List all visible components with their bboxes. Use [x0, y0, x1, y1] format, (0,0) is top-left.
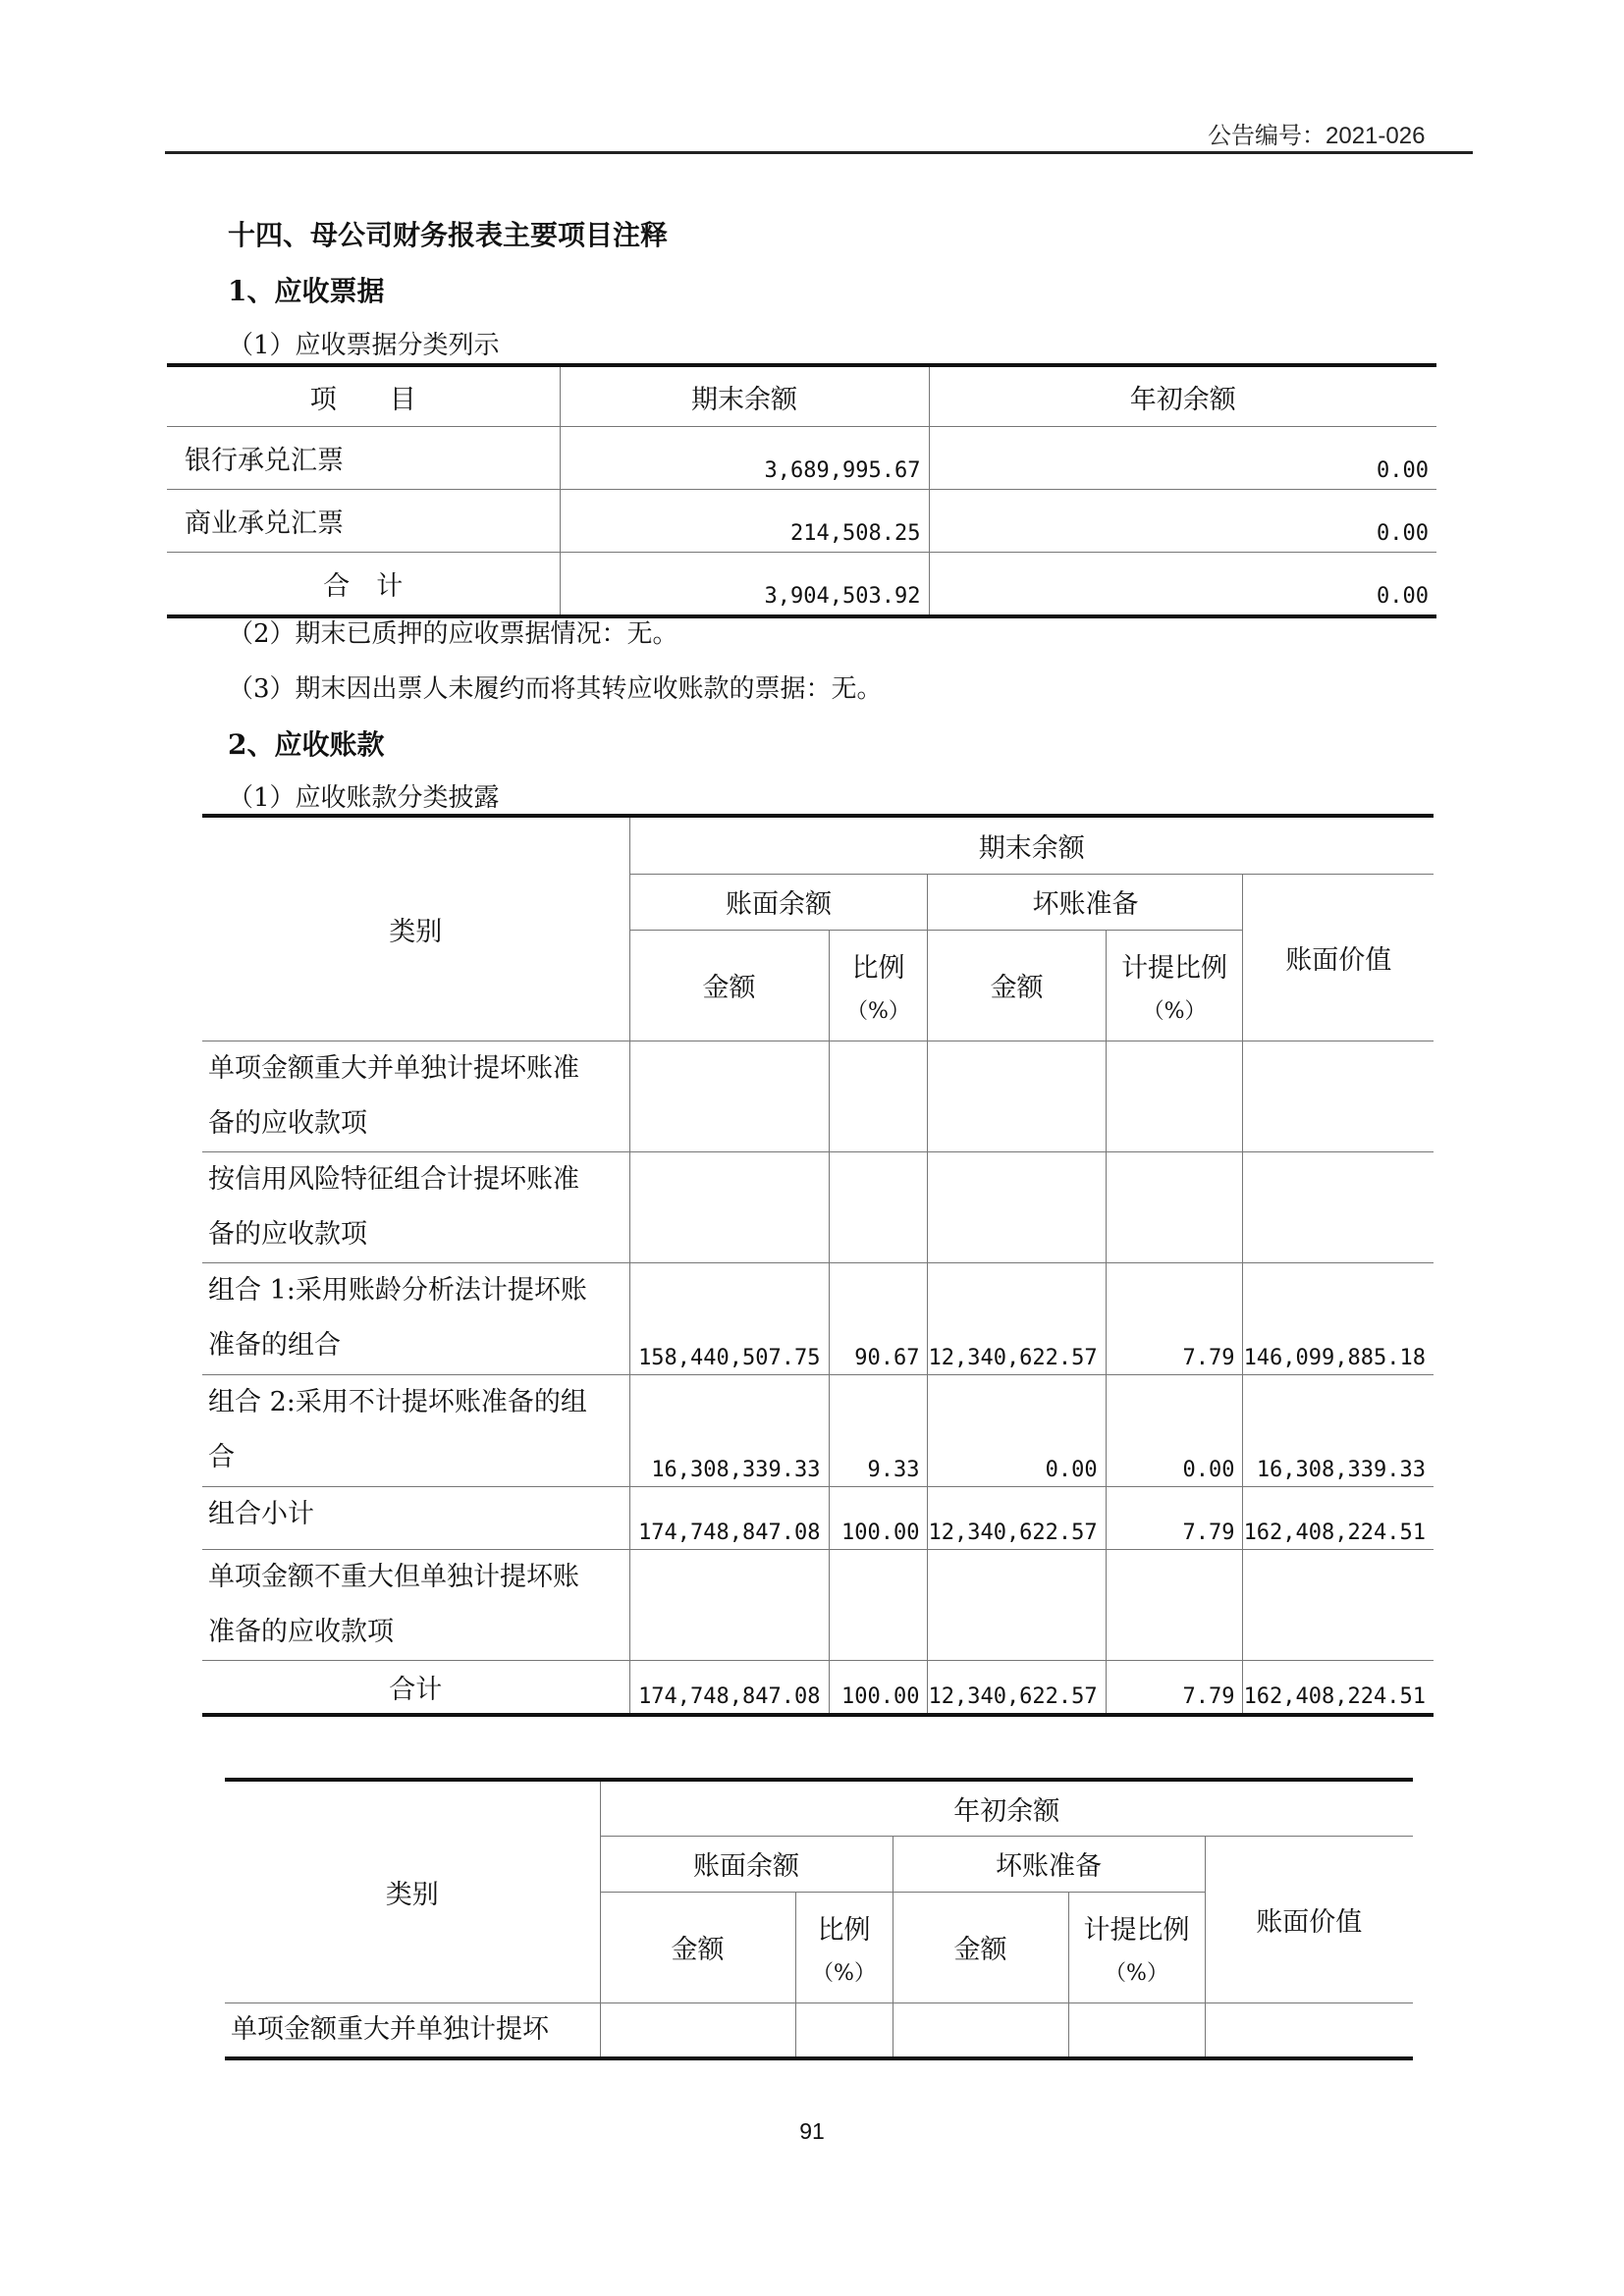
- category-line: 准备的组合: [208, 1329, 341, 1361]
- bad-debt-value: 12,340,622.57: [928, 1660, 1106, 1715]
- section-title: 十四、母公司财务报表主要项目注释: [228, 219, 669, 251]
- balance-value: [629, 1549, 829, 1660]
- ratio-value: 100.00: [829, 1486, 928, 1549]
- category-line: 组合 2:采用不计提坏账准备的组: [208, 1386, 587, 1417]
- book-value: 16,308,339.33: [1243, 1374, 1434, 1486]
- table-row: [167, 490, 1436, 553]
- provision-ratio-value: [1106, 1041, 1243, 1151]
- category-line: 单项金额重大并单独计提坏账准: [208, 1052, 579, 1084]
- category-header: 类别: [202, 816, 629, 1041]
- table-row-subtotal: [202, 1486, 1434, 1549]
- book-value: [1243, 1041, 1434, 1151]
- bad-debt-value: [928, 1041, 1106, 1151]
- note-transferred: （3）期末因出票人未履约而将其转应收账款的票据：无。: [228, 674, 883, 704]
- provision-ratio-header: [1068, 1892, 1205, 2002]
- end-value: 214,508.25: [560, 490, 929, 553]
- balance-value: 174,748,847.08: [629, 1660, 829, 1715]
- header-rule: [165, 151, 1473, 154]
- empty-cell: [1205, 2002, 1413, 2058]
- pct-unit: （%）: [812, 1960, 876, 1986]
- end-value: 3,689,995.67: [560, 427, 929, 490]
- book-balance-header: 账面余额: [600, 1836, 893, 1892]
- provision-ratio-header: [1106, 930, 1243, 1041]
- provision-ratio-value: 7.79: [1106, 1262, 1243, 1374]
- book-value: 146,099,885.18: [1243, 1262, 1434, 1374]
- category-line: 准备的应收款项: [208, 1616, 394, 1647]
- table-row: [167, 427, 1436, 490]
- col-end-balance: 期末余额: [560, 365, 929, 427]
- ratio-header: [829, 930, 928, 1041]
- category-line: 按信用风险特征组合计提坏账准: [208, 1163, 579, 1195]
- ar-begin-balance-table: [225, 1778, 1413, 2060]
- balance-value: 158,440,507.75: [629, 1262, 829, 1374]
- balance-value: 16,308,339.33: [629, 1374, 829, 1486]
- category-line: 备的应收款项: [208, 1107, 367, 1139]
- begin-value: 0.00: [929, 427, 1436, 490]
- bad-debt-value: 12,340,622.57: [928, 1486, 1106, 1549]
- bad-debt-header: 坏账准备: [928, 874, 1243, 930]
- category-line: 合: [208, 1441, 235, 1472]
- bad-debt-header: 坏账准备: [893, 1836, 1205, 1892]
- begin-balance-header: 年初余额: [600, 1780, 1413, 1836]
- category-line: 备的应收款项: [208, 1218, 367, 1250]
- provision-ratio-value: [1106, 1151, 1243, 1262]
- amount-header: 金额: [600, 1892, 795, 2002]
- bad-debt-amount-header: 金额: [893, 1892, 1068, 2002]
- pct-unit: （%）: [1105, 1960, 1168, 1986]
- end-balance-header: 期末余额: [629, 816, 1434, 874]
- book-balance-header: 账面余额: [629, 874, 928, 930]
- col-item: 项 目: [167, 365, 560, 427]
- table-row: [225, 2002, 1413, 2058]
- ratio-label: 比例: [851, 952, 905, 984]
- category-label: 组合小计: [202, 1486, 629, 1549]
- ratio-value: [829, 1151, 928, 1262]
- ratio-value: 90.67: [829, 1262, 928, 1374]
- category-label: [202, 1549, 629, 1660]
- category-line: 单项金额不重大但单独计提坏账: [208, 1561, 579, 1592]
- ar-end-balance-table: [202, 814, 1434, 1717]
- book-value-header: 账面价值: [1205, 1836, 1413, 2002]
- subheading-notes-classification: （1）应收票据分类列示: [228, 331, 500, 360]
- begin-value: 0.00: [929, 553, 1436, 617]
- table-row: [202, 1262, 1434, 1374]
- empty-cell: [600, 2002, 795, 2058]
- balance-value: [629, 1151, 829, 1262]
- ratio-header: [795, 1892, 893, 2002]
- provision-ratio-value: 0.00: [1106, 1374, 1243, 1486]
- ratio-value: 9.33: [829, 1374, 928, 1486]
- heading-accounts-receivable: 2、应收账款: [228, 728, 385, 761]
- table-row-total: [202, 1660, 1434, 1715]
- row-label: 银行承兑汇票: [167, 427, 560, 490]
- row-label: 合 计: [167, 553, 560, 617]
- notice-code: 公告编号：2021-026: [1208, 123, 1426, 149]
- category-label: 单项金额重大并单独计提坏: [225, 2002, 600, 2058]
- book-value: [1243, 1151, 1434, 1262]
- heading-notes-receivable: 1、应收票据: [228, 275, 385, 307]
- category-line: 组合 1:采用账龄分析法计提坏账: [208, 1274, 587, 1306]
- ratio-value: [829, 1549, 928, 1660]
- page-number: 91: [799, 2118, 825, 2144]
- bad-debt-value: 12,340,622.57: [928, 1262, 1106, 1374]
- category-header: 类别: [225, 1780, 600, 2002]
- bad-debt-amount-header: 金额: [928, 930, 1106, 1041]
- book-value-header: 账面价值: [1243, 874, 1434, 1041]
- table-header-row: [167, 365, 1436, 427]
- begin-value: 0.00: [929, 490, 1436, 553]
- table-row: [202, 1549, 1434, 1660]
- table-row-total: [167, 553, 1436, 617]
- subheading-ar-classification: （1）应收账款分类披露: [228, 783, 500, 813]
- balance-value: 174,748,847.08: [629, 1486, 829, 1549]
- category-label: [202, 1374, 629, 1486]
- category-label: 合计: [202, 1660, 629, 1715]
- ratio-value: 100.00: [829, 1660, 928, 1715]
- empty-cell: [1068, 2002, 1205, 2058]
- ratio-value: [829, 1041, 928, 1151]
- bad-debt-value: [928, 1151, 1106, 1262]
- provision-ratio-value: 7.79: [1106, 1486, 1243, 1549]
- category-label: [202, 1262, 629, 1374]
- pct-unit: （%）: [846, 998, 910, 1024]
- provision-ratio-label: 计提比例: [1121, 952, 1228, 984]
- balance-value: [629, 1041, 829, 1151]
- book-value: 162,408,224.51: [1243, 1660, 1434, 1715]
- end-value: 3,904,503.92: [560, 553, 929, 617]
- ratio-label: 比例: [817, 1914, 871, 1946]
- pct-unit: （%）: [1142, 998, 1207, 1024]
- col-begin-balance: 年初余额: [929, 365, 1436, 427]
- provision-ratio-value: 7.79: [1106, 1660, 1243, 1715]
- category-label: [202, 1151, 629, 1262]
- bad-debt-value: 0.00: [928, 1374, 1106, 1486]
- note-pledged: （2）期末已质押的应收票据情况：无。: [228, 619, 678, 649]
- table-row: [202, 1041, 1434, 1151]
- row-label: 商业承兑汇票: [167, 490, 560, 553]
- amount-header: 金额: [629, 930, 829, 1041]
- category-label: [202, 1041, 629, 1151]
- provision-ratio-value: [1106, 1549, 1243, 1660]
- table-row: [202, 1374, 1434, 1486]
- table-row: [202, 1151, 1434, 1262]
- provision-ratio-label: 计提比例: [1083, 1914, 1190, 1946]
- book-value: 162,408,224.51: [1243, 1486, 1434, 1549]
- empty-cell: [893, 2002, 1068, 2058]
- bad-debt-value: [928, 1549, 1106, 1660]
- book-value: [1243, 1549, 1434, 1660]
- empty-cell: [795, 2002, 893, 2058]
- notes-receivable-table: [167, 363, 1436, 618]
